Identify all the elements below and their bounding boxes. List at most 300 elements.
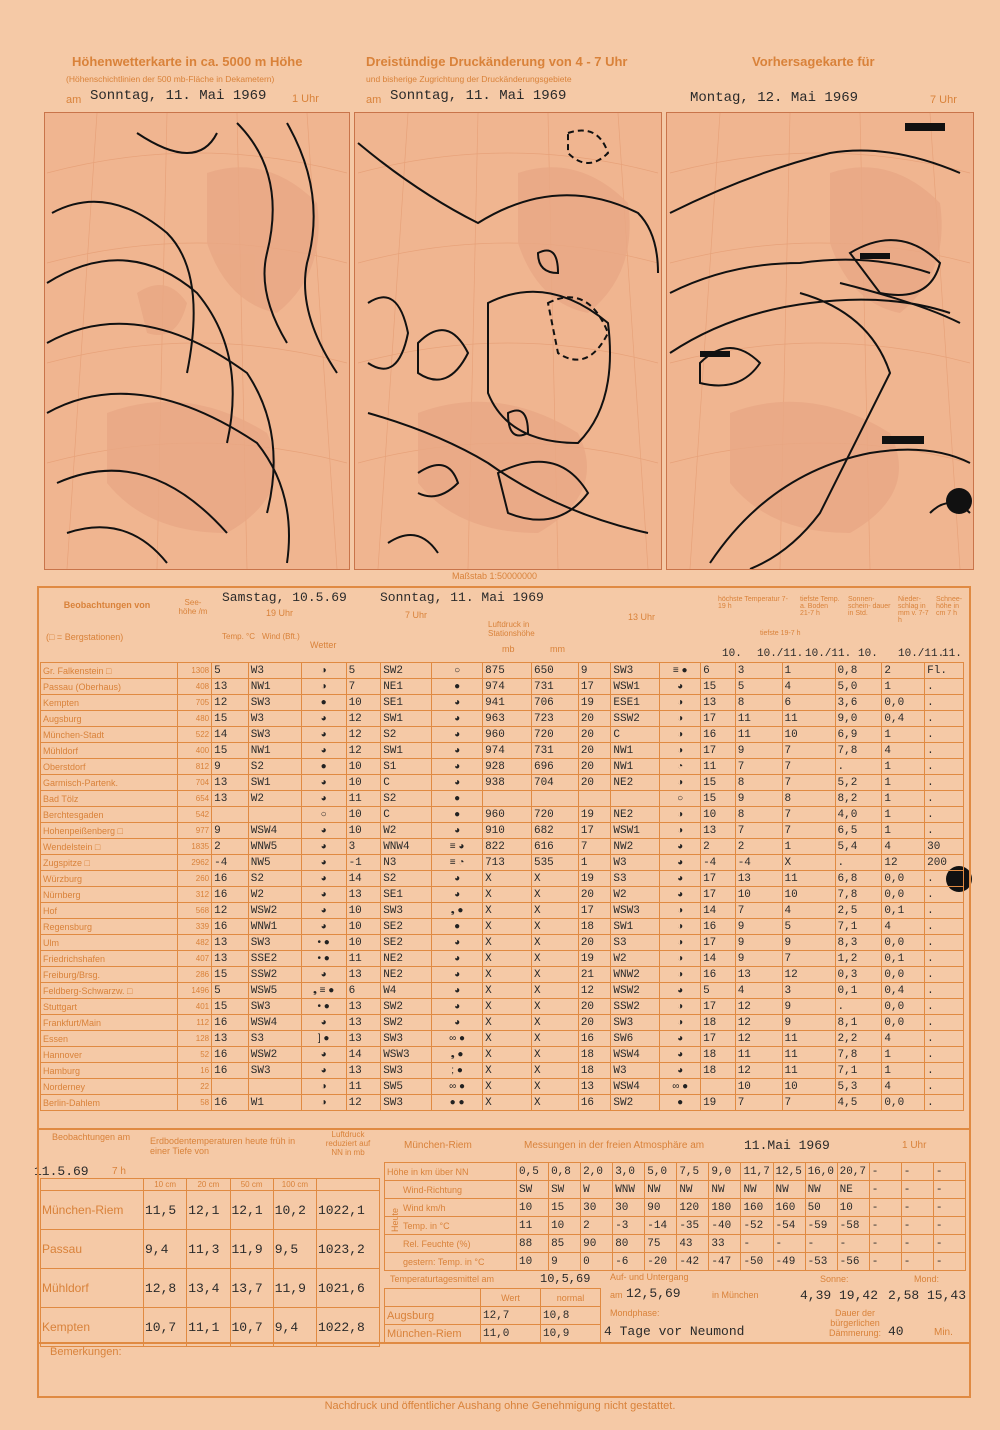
station-w13: SW3 <box>611 1015 660 1031</box>
station-t7: 13 <box>346 967 381 983</box>
station-elevation: 312 <box>177 887 212 903</box>
station-name: Nürnberg <box>41 887 178 903</box>
station-wx13: ○ <box>660 791 701 807</box>
station-elevation: 812 <box>177 759 212 775</box>
upper-air-value: -14 <box>645 1217 677 1235</box>
station-gr: 1 <box>782 839 835 855</box>
station-gr: 7 <box>782 951 835 967</box>
station-elevation: 112 <box>177 1015 212 1031</box>
station-sun: 2,2 <box>835 1031 882 1047</box>
station-wx19: ◕ <box>301 839 346 855</box>
station-min: 8 <box>735 695 782 711</box>
upper-air-height: - <box>869 1163 901 1181</box>
station-name: Regensburg <box>41 919 178 935</box>
station-elevation: 260 <box>177 871 212 887</box>
station-row <box>41 1095 964 1111</box>
station-wx19: ◑ <box>301 663 346 679</box>
station-wx19: ◑ <box>301 1079 346 1095</box>
station-wx19: ◕ <box>301 967 346 983</box>
obs-day2: Sonntag, 11. Mai 1969 <box>380 590 544 605</box>
upper-air-value: 88 <box>517 1235 549 1253</box>
station-sun: 5,0 <box>835 679 882 695</box>
station-w13: NW1 <box>611 743 660 759</box>
upper-air-value: NW <box>741 1181 773 1199</box>
station-t7: 10 <box>346 807 381 823</box>
station-mm: X <box>531 999 578 1015</box>
station-w7: SW3 <box>381 903 432 919</box>
station-t7: 6 <box>346 983 381 999</box>
station-wx7: ◕ <box>432 1015 483 1031</box>
upper-air-height: - <box>933 1163 965 1181</box>
station-t13: 17 <box>578 679 611 695</box>
station-sun: 4,0 <box>835 807 882 823</box>
station-max: 17 <box>701 871 736 887</box>
station-mm: X <box>531 903 578 919</box>
station-t7: 13 <box>346 1063 381 1079</box>
station-wx7: ∞ ● <box>432 1079 483 1095</box>
astro-phase: 4 Tage vor Neumond <box>604 1324 745 1339</box>
station-w13: NE2 <box>611 775 660 791</box>
upper-air-value: 50 <box>805 1199 837 1217</box>
upper-air-value: WNW <box>613 1181 645 1199</box>
soil-depth-20: 20 cm <box>187 1179 230 1191</box>
upper-air-value: SW <box>549 1181 581 1199</box>
station-t19: 15 <box>212 743 249 759</box>
soil-date: 11.5.69 <box>34 1164 89 1179</box>
upper-air-row-label: Wind km/h <box>385 1199 517 1217</box>
station-t19: 16 <box>212 1047 249 1063</box>
mean-temp-label: Temperaturtagesmittel am <box>390 1274 495 1284</box>
station-mb: 938 <box>483 775 532 791</box>
station-sun: 7,8 <box>835 743 882 759</box>
station-t7: 13 <box>346 1015 381 1031</box>
station-elevation: 16 <box>177 1063 212 1079</box>
upper-air-value: -40 <box>709 1217 741 1235</box>
soil-temp: 10,2 <box>273 1191 316 1230</box>
station-w13: WSW1 <box>611 679 660 695</box>
station-t13: 20 <box>578 727 611 743</box>
station-wx19: ◕ <box>301 711 346 727</box>
upper-air-value: -59 <box>805 1217 837 1235</box>
station-sun: 8,1 <box>835 1015 882 1031</box>
station-gr: 10 <box>782 1079 835 1095</box>
station-sn: . <box>925 935 964 951</box>
station-row <box>41 1063 964 1079</box>
station-wx13: ◑ <box>660 999 701 1015</box>
station-w7: N3 <box>381 855 432 871</box>
station-mb: 960 <box>483 807 532 823</box>
station-w7: W4 <box>381 983 432 999</box>
station-gr: 7 <box>782 759 835 775</box>
station-w19: W3 <box>248 663 301 679</box>
station-t7: 3 <box>346 839 381 855</box>
station-name: Mühldorf <box>41 743 178 759</box>
station-w7: SE1 <box>381 887 432 903</box>
station-min: 12 <box>735 1063 782 1079</box>
station-sun: 7,1 <box>835 919 882 935</box>
station-t13: 12 <box>578 983 611 999</box>
station-mb <box>483 791 532 807</box>
upper-air-height: 3,0 <box>613 1163 645 1181</box>
station-pr: 1 <box>882 823 925 839</box>
station-wx13: ◕ <box>660 1031 701 1047</box>
station-w13: SW3 <box>611 663 660 679</box>
station-w19: SSW2 <box>248 967 301 983</box>
station-wx13: ◑ <box>660 695 701 711</box>
station-pr: 1 <box>882 727 925 743</box>
station-pr: 1 <box>882 679 925 695</box>
station-w19: SW1 <box>248 775 301 791</box>
copyright-notice: Nachdruck und öffentlicher Aushang ohne Genehmigung nicht gestattet. <box>324 1400 676 1412</box>
station-row <box>41 1031 964 1047</box>
station-wx13: ◕ <box>660 855 701 871</box>
upper-air-row-label: Rel. Feuchte (%) <box>385 1235 517 1253</box>
station-sun: 5,4 <box>835 839 882 855</box>
station-wx13: ◑ <box>660 903 701 919</box>
station-t13: 20 <box>578 887 611 903</box>
upper-air-value: -3 <box>613 1217 645 1235</box>
upper-air-value: -20 <box>645 1253 677 1271</box>
station-w19: WSW4 <box>248 823 301 839</box>
station-mm: 723 <box>531 711 578 727</box>
upper-air-value: NW <box>677 1181 709 1199</box>
station-w19: S2 <box>248 871 301 887</box>
station-min: 5 <box>735 679 782 695</box>
soil-station: Passau <box>41 1230 144 1269</box>
station-mm: 616 <box>531 839 578 855</box>
station-w7: NE1 <box>381 679 432 695</box>
station-w19: SW3 <box>248 727 301 743</box>
station-t7: 10 <box>346 775 381 791</box>
astro-twilight-unit: Min. <box>934 1327 953 1338</box>
station-max: 17 <box>701 743 736 759</box>
map2-title: Dreistündige Druckänderung von 4 - 7 Uhr <box>366 54 628 69</box>
station-t7: 14 <box>346 871 381 887</box>
station-t7: 10 <box>346 919 381 935</box>
station-t13: 13 <box>578 1079 611 1095</box>
station-sun: 7,8 <box>835 1047 882 1063</box>
station-max: 13 <box>701 695 736 711</box>
soil-pressure: 1022,1 <box>317 1191 380 1230</box>
station-max: 16 <box>701 727 736 743</box>
station-sn: . <box>925 999 964 1015</box>
station-w7: SW3 <box>381 1031 432 1047</box>
station-sun: 8,3 <box>835 935 882 951</box>
station-sn: . <box>925 727 964 743</box>
station-gr: 11 <box>782 1063 835 1079</box>
soil-temp: 13,4 <box>187 1269 230 1308</box>
station-max: 14 <box>701 903 736 919</box>
station-w19 <box>248 807 301 823</box>
station-w13: W2 <box>611 887 660 903</box>
station-name: Bad Tölz <box>41 791 178 807</box>
station-t19: 13 <box>212 679 249 695</box>
upper-air-height: 20,7 <box>837 1163 869 1181</box>
station-sn: 30 <box>925 839 964 855</box>
station-mb: X <box>483 983 532 999</box>
height-map <box>44 112 350 570</box>
station-wx7: ◕ <box>432 999 483 1015</box>
station-t13: 18 <box>578 1047 611 1063</box>
soil-time: 7 h <box>112 1166 126 1177</box>
station-t19: 2 <box>212 839 249 855</box>
station-t7: 10 <box>346 695 381 711</box>
station-wx13: ◑ <box>660 1015 701 1031</box>
station-w7: S2 <box>381 871 432 887</box>
station-w19: W1 <box>248 1095 301 1111</box>
station-name: Frankfurt/Main <box>41 1015 178 1031</box>
upper-air-value: 2 <box>581 1217 613 1235</box>
station-w19: WNW5 <box>248 839 301 855</box>
obs-min-header: tiefste 19-7 h <box>760 630 801 637</box>
station-min: -4 <box>735 855 782 871</box>
station-sun: 1,2 <box>835 951 882 967</box>
station-pr: 0,0 <box>882 1095 925 1111</box>
station-max: 6 <box>701 663 736 679</box>
station-mm: X <box>531 1063 578 1079</box>
upper-air-value: -56 <box>837 1253 869 1271</box>
station-sn: . <box>925 823 964 839</box>
upper-air-title: Messungen in der freien Atmosphäre am <box>524 1140 705 1151</box>
station-mb: 963 <box>483 711 532 727</box>
station-name: Garmisch-Partenk. <box>41 775 178 791</box>
upper-air-value: -35 <box>677 1217 709 1235</box>
station-w13: NE2 <box>611 807 660 823</box>
upper-air-height: 2,0 <box>581 1163 613 1181</box>
station-name: Gr. Falkenstein □ <box>41 663 178 679</box>
map2-prefix: am <box>366 94 382 106</box>
station-max: 16 <box>701 967 736 983</box>
station-sn: . <box>925 1079 964 1095</box>
station-max: 18 <box>701 1047 736 1063</box>
station-wx19: ● <box>301 695 346 711</box>
upper-air-value: 75 <box>645 1235 677 1253</box>
station-max: -4 <box>701 855 736 871</box>
upper-air-value: 30 <box>613 1199 645 1217</box>
station-t13: 17 <box>578 903 611 919</box>
station-w19: S2 <box>248 759 301 775</box>
upper-air-value: 33 <box>709 1235 741 1253</box>
station-t19: 13 <box>212 951 249 967</box>
station-w7: NE2 <box>381 967 432 983</box>
upper-air-value: -58 <box>837 1217 869 1235</box>
astro-date: 12,5,69 <box>626 1286 681 1301</box>
station-row <box>41 823 964 839</box>
obs-day1-time: 19 Uhr <box>266 608 294 618</box>
station-t7: 13 <box>346 887 381 903</box>
upper-air-station: München-Riem <box>404 1140 472 1151</box>
station-name: Essen <box>41 1031 178 1047</box>
upper-air-value: NW <box>773 1181 805 1199</box>
upper-air-value: NE <box>837 1181 869 1199</box>
upper-air-value: -53 <box>805 1253 837 1271</box>
station-elevation: 2962 <box>177 855 212 871</box>
station-t13: 7 <box>578 839 611 855</box>
upper-air-value: NW <box>645 1181 677 1199</box>
station-wx19: ◕ <box>301 1047 346 1063</box>
station-min: 7 <box>735 759 782 775</box>
pressure-change-map <box>354 112 662 570</box>
soil-temp: 10,7 <box>230 1308 273 1347</box>
station-wx13: ◕ <box>660 871 701 887</box>
station-w13: S3 <box>611 871 660 887</box>
station-name: Norderney <box>41 1079 178 1095</box>
station-mm: 706 <box>531 695 578 711</box>
station-wx19: ◑ <box>301 679 346 695</box>
station-sun: 5,3 <box>835 1079 882 1095</box>
station-w13: ESE1 <box>611 695 660 711</box>
station-t13: 1 <box>578 855 611 871</box>
obs-col-11: 11. <box>942 648 962 660</box>
upper-air-date: 11.Mai 1969 <box>744 1138 830 1153</box>
map1-time: 1 Uhr <box>292 93 319 105</box>
obs-col-1011-a: 10./11. <box>757 648 804 660</box>
station-w7: SE1 <box>381 695 432 711</box>
station-row <box>41 919 964 935</box>
station-max: 17 <box>701 887 736 903</box>
station-wx19: ◕ <box>301 791 346 807</box>
station-name: Hohenpeißenberg □ <box>41 823 178 839</box>
station-mm: 720 <box>531 807 578 823</box>
station-name: Berchtesgaden <box>41 807 178 823</box>
station-sn: . <box>925 951 964 967</box>
station-mm: 731 <box>531 743 578 759</box>
station-elevation: 22 <box>177 1079 212 1095</box>
station-row <box>41 855 964 871</box>
station-t13: 19 <box>578 871 611 887</box>
station-t7: 7 <box>346 679 381 695</box>
upper-air-value: -52 <box>741 1217 773 1235</box>
station-gr: 11 <box>782 711 835 727</box>
station-w7: SE2 <box>381 919 432 935</box>
station-row <box>41 663 964 679</box>
station-elevation: 482 <box>177 935 212 951</box>
station-sun: . <box>835 999 882 1015</box>
station-pr: 0,0 <box>882 871 925 887</box>
station-row <box>41 695 964 711</box>
station-wx19: ◕ <box>301 871 346 887</box>
station-max: 5 <box>701 983 736 999</box>
station-wx13: ◑ <box>660 935 701 951</box>
mean-temp-wert: 12,7 <box>481 1307 541 1325</box>
station-wx7: ● <box>432 807 483 823</box>
station-wx7: ● <box>432 791 483 807</box>
station-w19: W2 <box>248 791 301 807</box>
station-max: 18 <box>701 1063 736 1079</box>
upper-air-value: 160 <box>773 1199 805 1217</box>
station-w13: S3 <box>611 935 660 951</box>
upper-air-value: -42 <box>677 1253 709 1271</box>
station-wx19: ◑ <box>301 1095 346 1111</box>
station-sn: . <box>925 759 964 775</box>
station-min: 9 <box>735 951 782 967</box>
upper-air-height-label: Höhe in km über NN <box>385 1163 517 1181</box>
station-gr: 8 <box>782 791 835 807</box>
station-wx13: ◑ <box>660 711 701 727</box>
astro-place: in München <box>712 1290 759 1300</box>
obs-day2-time13: 13 Uhr <box>628 612 656 622</box>
station-min: 12 <box>735 999 782 1015</box>
station-max: 17 <box>701 935 736 951</box>
station-wx19: • ● <box>301 935 346 951</box>
station-mm: X <box>531 967 578 983</box>
station-gr: 4 <box>782 903 835 919</box>
station-pr: 0,0 <box>882 967 925 983</box>
station-t19: 15 <box>212 967 249 983</box>
station-elevation: 1496 <box>177 983 212 999</box>
station-mm: X <box>531 1079 578 1095</box>
station-t7: 10 <box>346 903 381 919</box>
station-min: 7 <box>735 903 782 919</box>
upper-air-row-label: Temp. in °C <box>385 1217 517 1235</box>
obs-sun-header: Sonnen- schein- dauer in Std. <box>848 596 891 617</box>
station-w7: NE2 <box>381 951 432 967</box>
station-w7: SW1 <box>381 743 432 759</box>
punch-hole-top <box>946 488 972 514</box>
station-t19: 15 <box>212 711 249 727</box>
station-elevation: 977 <box>177 823 212 839</box>
upper-air-value: NW <box>805 1181 837 1199</box>
station-pr: 4 <box>882 839 925 855</box>
station-sun: 7,8 <box>835 887 882 903</box>
station-name: Berlin-Dahlem <box>41 1095 178 1111</box>
upper-air-height: - <box>901 1163 933 1181</box>
station-w7: SW2 <box>381 999 432 1015</box>
upper-air-value: 90 <box>581 1235 613 1253</box>
station-elevation: 704 <box>177 775 212 791</box>
upper-air-value: 10 <box>549 1217 581 1235</box>
upper-air-value: - <box>933 1181 965 1199</box>
station-mb: 960 <box>483 727 532 743</box>
map2-subtitle: und bisherige Zugrichtung der Druckänderungsgebiete <box>366 74 572 84</box>
station-min: 2 <box>735 839 782 855</box>
upper-air-value: - <box>869 1217 901 1235</box>
station-w19: WSW2 <box>248 1047 301 1063</box>
station-max: 14 <box>701 951 736 967</box>
upper-air-value: 120 <box>677 1199 709 1217</box>
station-min: 10 <box>735 1079 782 1095</box>
station-t13: 20 <box>578 935 611 951</box>
station-name: Ulm <box>41 935 178 951</box>
station-mb: X <box>483 951 532 967</box>
station-row <box>41 1015 964 1031</box>
station-min: 9 <box>735 791 782 807</box>
upper-air-height: 12,5 <box>773 1163 805 1181</box>
upper-air-value: 11 <box>517 1217 549 1235</box>
station-wx19: ◕ <box>301 743 346 759</box>
station-elevation: 128 <box>177 1031 212 1047</box>
obs-max-header: höchste Temperatur 7-19 h <box>718 596 788 610</box>
station-name: Würzburg <box>41 871 178 887</box>
station-pr: 0,4 <box>882 711 925 727</box>
station-sun: 3,6 <box>835 695 882 711</box>
station-elevation: 480 <box>177 711 212 727</box>
obs-station-note: (□ = Bergstationen) <box>46 632 124 642</box>
upper-air-value: 80 <box>613 1235 645 1253</box>
station-w19: S3 <box>248 1031 301 1047</box>
station-w7: C <box>381 775 432 791</box>
station-w7: SW2 <box>381 663 432 679</box>
station-name: Freiburg/Brsg. <box>41 967 178 983</box>
station-t7: 12 <box>346 727 381 743</box>
soil-temp: 9,4 <box>144 1230 187 1269</box>
station-row <box>41 727 964 743</box>
station-gr: 7 <box>782 807 835 823</box>
station-w13: W2 <box>611 951 660 967</box>
station-elevation: 400 <box>177 743 212 759</box>
station-name: Hof <box>41 903 178 919</box>
station-max: 15 <box>701 775 736 791</box>
